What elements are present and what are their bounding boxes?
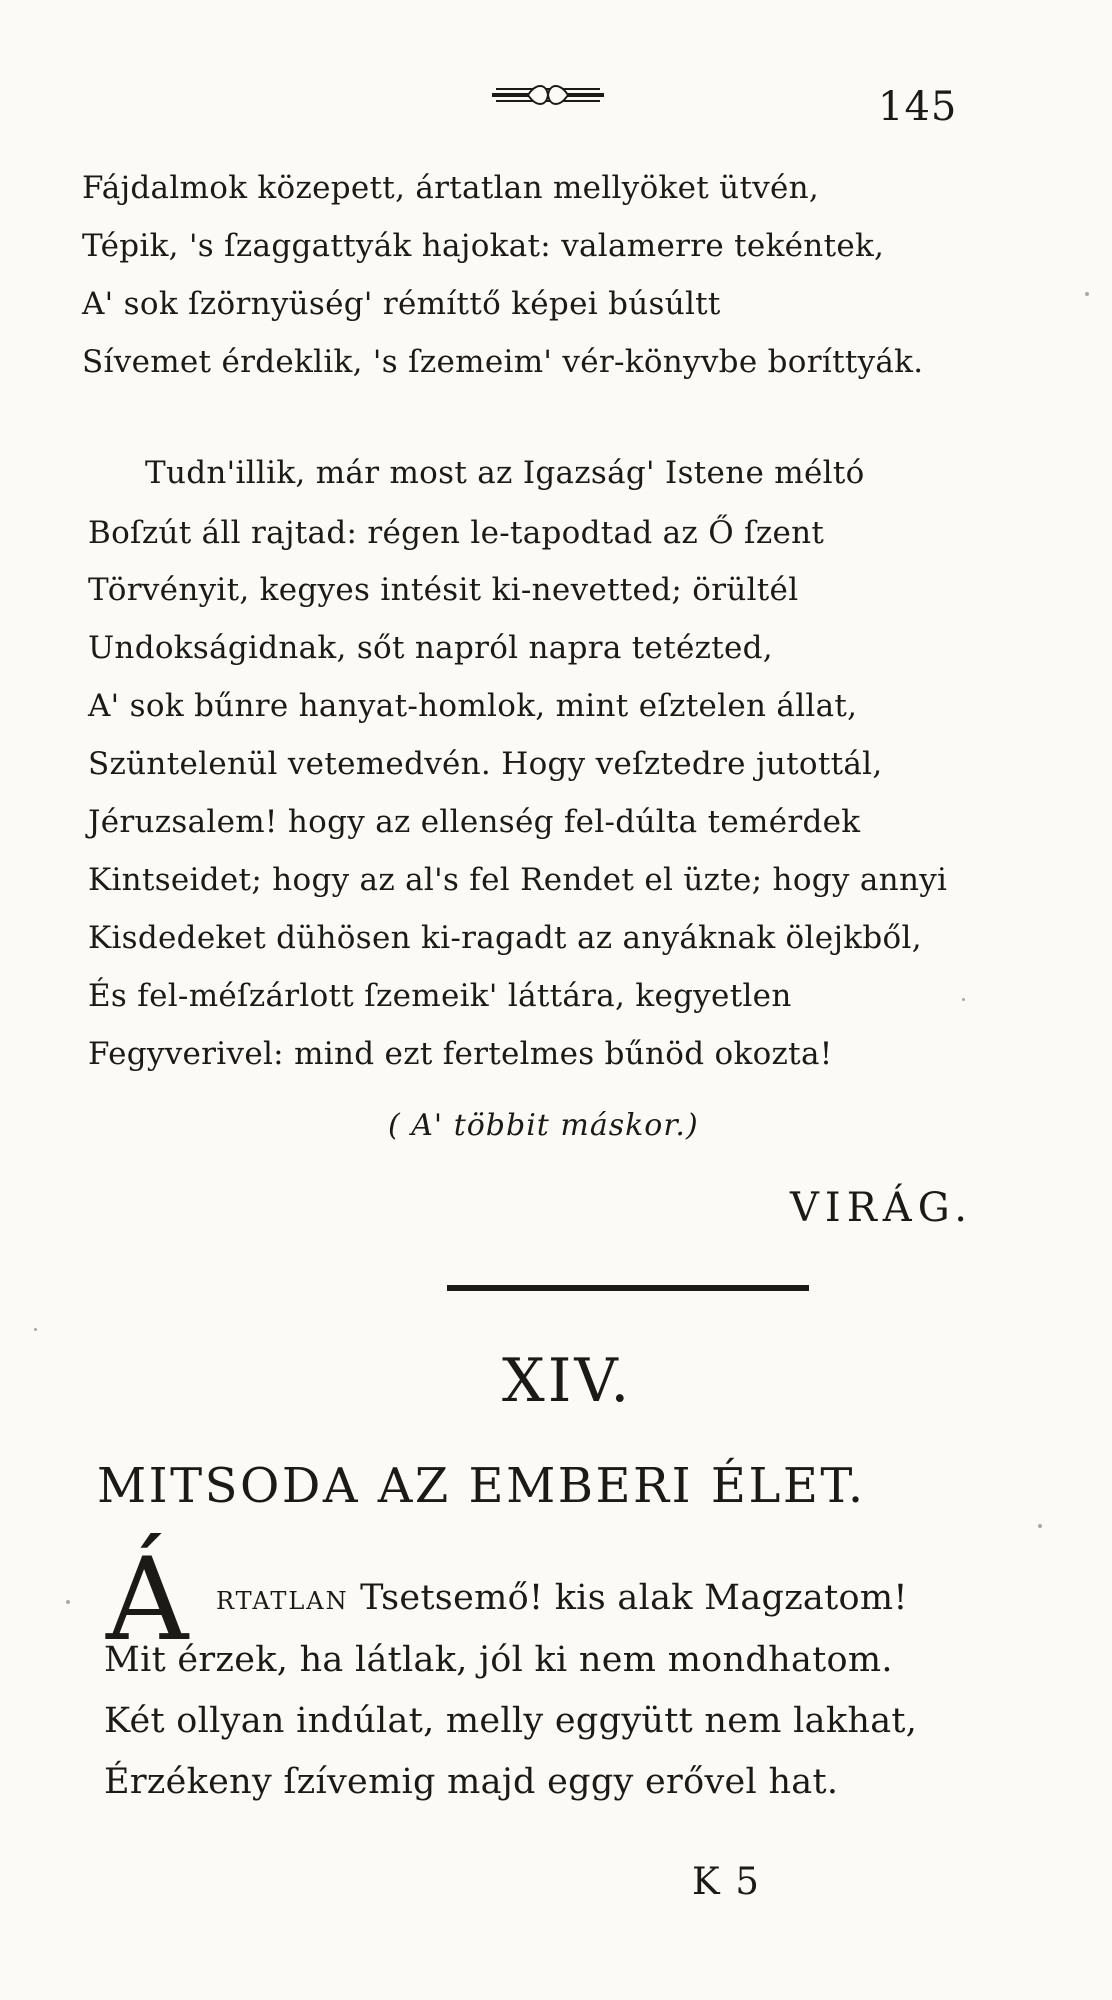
- continuation-note: ( A' többit máskor.): [388, 1108, 699, 1143]
- poem-line: Mit érzek, ha látlak, jól ki nem mondhatom.: [104, 1640, 893, 1680]
- poem-line: Boſzút áll rajtad: régen le-tapodtad az Ő ſzent: [88, 515, 825, 551]
- author-signature: VIRÁG.: [790, 1185, 973, 1231]
- poem-line: Két ollyan indúlat, melly eggyütt nem lakhat,: [104, 1701, 918, 1741]
- poem-line: Szüntelenül vetemedvén. Hogy veſztedre jutottál,: [88, 746, 883, 782]
- poem-line: Kintseidet; hogy az al's fel Rendet el üzte; hogy annyi: [88, 862, 948, 898]
- poem-line: És fel-méſzárlott ſzemeik' láttára, kegyetlen: [88, 978, 792, 1014]
- small-caps-word: RTATLAN: [216, 1587, 349, 1615]
- poem-line: Undokságidnak, sőt napról napra tetézted,: [88, 630, 773, 666]
- poem-line: Érzékeny ſzívemig majd eggy erővel hat.: [104, 1762, 839, 1802]
- page-number: 145: [878, 84, 958, 130]
- drop-cap: Á: [106, 1533, 189, 1666]
- poem-line: Tépik, 's ſzaggattyák hajokat: valamerre tekéntek,: [82, 228, 885, 264]
- poem-line: A' sok bűnre hanyat-homlok, mint eſztelen állat,: [88, 688, 858, 724]
- poem-line: Tudn'illik, már most az Igazság' Istene méltó: [145, 455, 865, 491]
- printer-signature: K 5: [692, 1860, 761, 1903]
- paper-speck: [1038, 1524, 1042, 1528]
- poem-line: Jéruzsalem! hogy az ellenség fel-dúlta temérdek: [88, 804, 861, 840]
- poem-line: A' sok ſzörnyüség' rémíttő képei búsúltt: [82, 286, 721, 322]
- poem-title: MITSODA AZ EMBERI ÉLET.: [97, 1458, 866, 1514]
- section-divider: [447, 1285, 809, 1291]
- poem-first-line: [216, 1578, 908, 1618]
- paper-speck: [34, 1328, 37, 1331]
- paper-speck: [962, 998, 965, 1001]
- decorative-header-ornament-icon: [488, 82, 608, 108]
- section-number: XIV.: [502, 1346, 633, 1416]
- poem-line: Sívemet érdeklik, 's ſzemeim' vér-könyvbe boríttyák.: [82, 344, 924, 380]
- poem-line: Fegyverivel: mind ezt fertelmes bűnöd okozta!: [88, 1036, 833, 1072]
- paper-speck: [1085, 292, 1089, 296]
- poem-line: Kisdedeket dühösen ki-ragadt az anyáknak ölejkből,: [88, 920, 922, 956]
- paper-speck: [66, 1600, 70, 1604]
- poem-line: Fájdalmok közepett, ártatlan mellyöket ütvén,: [82, 170, 820, 206]
- first-line-rest: Tsetsemő! kis alak Magzatom!: [348, 1578, 908, 1618]
- poem-line: Törvényit, kegyes intésit ki-nevetted; örültél: [88, 572, 799, 608]
